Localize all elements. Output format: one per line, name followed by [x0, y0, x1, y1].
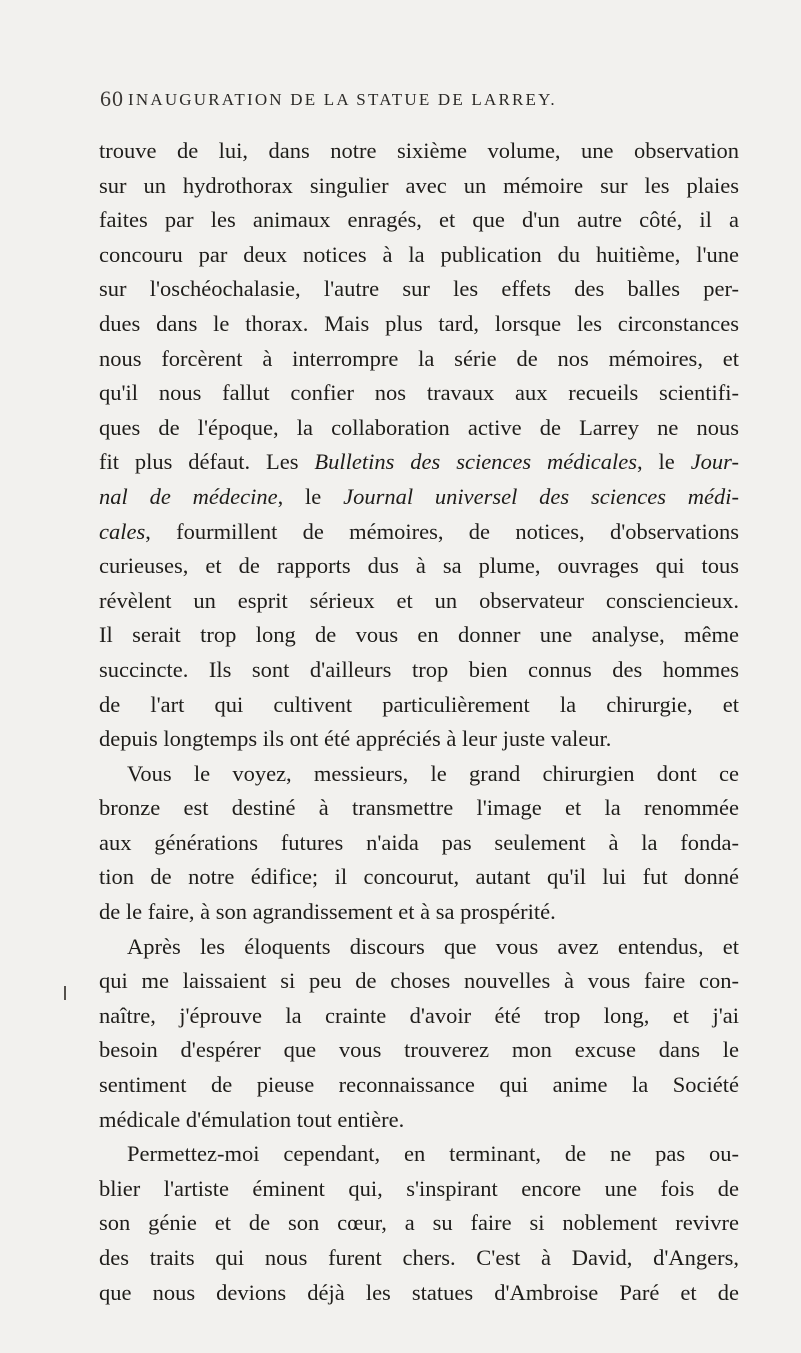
text-line: Permettez-moi cependant, en terminant, de ne pas ou-: [127, 1141, 739, 1167]
text-line: trouve de lui, dans notre sixième volume, une observation: [99, 138, 739, 163]
text-line: besoin d'espérer que vous trouverez mon excuse dans le: [99, 1037, 739, 1063]
body-text: [99, 134, 739, 1310]
text-run: , le: [277, 483, 344, 509]
text-run: , le: [637, 449, 691, 475]
text-line: faites par les animaux enragés, et que d'un autre côté, il a: [99, 207, 739, 233]
text-line: Après les éloquents discours que vous avez entendus, et: [127, 933, 739, 959]
text-line: nous forcèrent à interrompre la série de nos mémoires, et: [99, 345, 739, 371]
text-line: des traits qui nous furent chers. C'est à David, d'Angers,: [99, 1245, 739, 1270]
text-line: ques de l'époque, la collaboration active de Larrey ne nous: [99, 414, 739, 440]
text-line: blier l'artiste éminent qui, s'inspirant encore une fois de: [99, 1175, 739, 1201]
text-line: sur un hydrothorax singulier avec un mémoire sur les plaies: [99, 172, 739, 198]
journal-title: Journal universel des sciences médi-: [343, 483, 739, 509]
text-run: fit plus défaut. Les: [99, 449, 315, 475]
text-line: qu'il nous fallut confier nos travaux aux recueils scientifi-: [99, 380, 739, 406]
text-line: bronze est destiné à transmettre l'image et la renommée: [99, 795, 739, 821]
text-line: naître, j'éprouve la crainte d'avoir été trop long, et j'ai: [99, 1002, 739, 1028]
journal-title: Jour-: [690, 449, 739, 475]
text-line: que nous devions déjà les statues d'Ambroise Paré et de: [99, 1279, 739, 1305]
text-line: tion de notre édifice; il concourut, autant qu'il lui fut donné: [99, 864, 739, 890]
text-line: de l'art qui cultivent particulièrement la chirurgie, et: [99, 691, 739, 717]
text-line: médicale d'émulation tout entière.: [99, 1106, 405, 1132]
journal-title: cales: [99, 518, 146, 544]
text-line: [99, 445, 739, 480]
text-line: révèlent un esprit sérieux et un observateur consciencieux.: [99, 587, 739, 613]
text-line: aux générations futures n'aida pas seulement à la fonda-: [99, 829, 739, 855]
text-line: dues dans le thorax. Mais plus tard, lorsque les circonstances: [99, 310, 739, 336]
page-number: 60: [100, 86, 124, 111]
text-line: qui me laissaient si peu de choses nouvelles à vous faire con-: [99, 968, 739, 994]
text-line: Vous le voyez, messieurs, le grand chirurgien dont ce: [127, 760, 739, 786]
text-line: sur l'oschéochalasie, l'autre sur les effets des balles per-: [99, 276, 739, 302]
journal-title: nal de médecine: [99, 483, 278, 509]
text-line: concouru par deux notices à la publication du huitième, l'une: [99, 241, 739, 267]
text-line: curieuses, et de rapports dus à sa plume, ouvrages qui tous: [99, 553, 739, 579]
text-run: , fourmillent de mémoires, de notices, d'observations: [145, 518, 739, 544]
text-line: sentiment de pieuse reconnaissance qui anime la Société: [99, 1072, 739, 1098]
text-line: depuis longtemps ils ont été appréciés à leur juste valeur.: [99, 726, 612, 752]
margin-mark: [64, 986, 66, 1000]
text-line: son génie et de son cœur, a su faire si noblement revivre: [99, 1210, 739, 1236]
journal-title: Bulletins des sciences médicales: [314, 449, 638, 475]
text-line: succincte. Ils sont d'ailleurs trop bien connus des hommes: [99, 656, 739, 682]
text-line: Il serait trop long de vous en donner une analyse, même: [99, 622, 739, 648]
page-header: [100, 86, 740, 116]
text-line: [99, 480, 739, 515]
text-line: de le faire, à son agrandissement et à sa prospérité.: [99, 899, 556, 925]
running-head: INAUGURATION DE LA STATUE DE LARREY.: [128, 90, 557, 109]
text-line: [99, 515, 739, 550]
